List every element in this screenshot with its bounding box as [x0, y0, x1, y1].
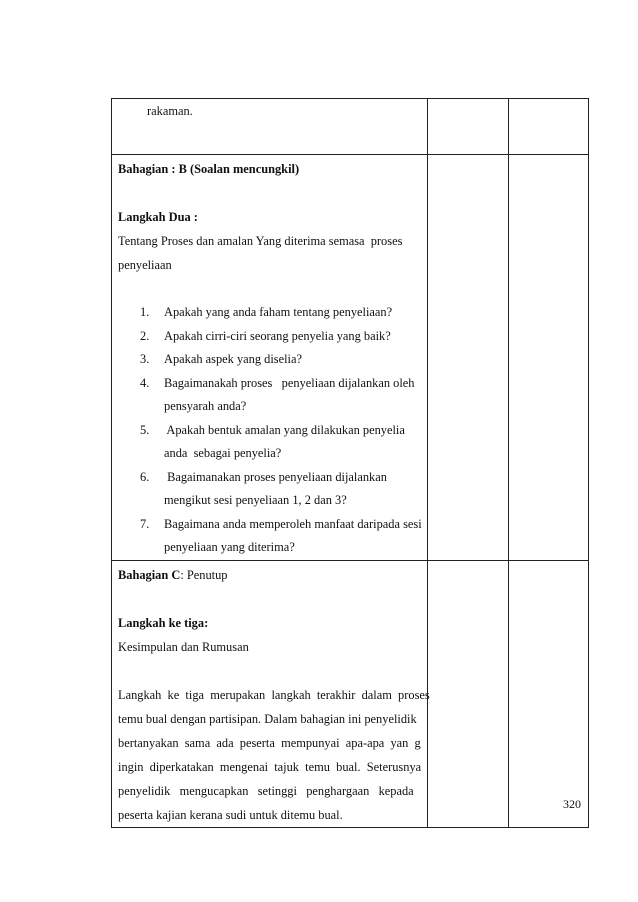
paragraph-line: ingin diperkatakan mengenai tajuk temu bual. Seterusnya: [118, 759, 422, 774]
table-cell-content: [112, 155, 428, 561]
question-list: [118, 301, 422, 560]
question-text: Apakah bentuk amalan yang dilakukan penyelia: [164, 422, 405, 437]
section-b-step-label: Langkah Dua :: [118, 210, 198, 224]
list-item: [140, 419, 422, 466]
section-c-paragraph: [118, 683, 430, 827]
section-c-heading-rest: : Penutup: [180, 567, 228, 582]
table-row: [112, 99, 589, 155]
table-row: [112, 155, 589, 561]
section-b-intro-line2: penyeliaan: [118, 258, 172, 272]
question-text-continued: penyeliaan yang diterima?: [164, 540, 295, 554]
list-item: [140, 372, 422, 419]
table-cell-empty: [428, 155, 509, 561]
section-c-subtitle: Kesimpulan dan Rumusan: [118, 639, 249, 654]
section-c-heading: [118, 561, 422, 587]
interview-protocol-table: [111, 98, 589, 828]
question-number: 5.: [140, 422, 150, 437]
list-item: [140, 513, 422, 560]
question-text: Apakah yang anda faham tentang penyeliaan?: [164, 305, 393, 319]
table-cell-empty: [428, 99, 509, 155]
table-cell-empty: [509, 155, 589, 561]
paragraph-line: temu bual dengan partisipan. Dalam bahagian ini penyelidik: [118, 711, 417, 726]
question-text: Bagaimanakah proses penyeliaan dijalankan oleh: [164, 375, 415, 390]
table-cell-content: [112, 560, 428, 827]
row1-text: rakaman.: [147, 104, 193, 118]
question-text-continued: anda sebagai penyelia?: [164, 446, 282, 460]
table-cell-content: [112, 99, 428, 155]
question-number: 6.: [140, 469, 150, 484]
section-c-step-label: Langkah ke tiga:: [118, 615, 209, 630]
page-number: 320: [563, 797, 581, 811]
list-item: [140, 301, 422, 325]
paragraph-line: bertanyakan sama ada peserta mempunyai apa-apa yan g: [118, 735, 421, 750]
section-b-heading: Bahagian : B (Soalan mencungkil): [118, 162, 300, 176]
question-text-continued: pensyarah anda?: [164, 399, 247, 413]
question-text-continued: mengikut sesi penyeliaan 1, 2 dan 3?: [164, 493, 347, 507]
paragraph-line: peserta kajian kerana sudi untuk ditemu bual.: [118, 807, 343, 822]
paragraph-line: Langkah ke tiga merupakan langkah terakhir dalam proses: [118, 687, 430, 702]
question-text: Apakah aspek yang diselia?: [164, 352, 302, 366]
list-item: [140, 348, 422, 372]
question-text: Apakah cirri-ciri seorang penyelia yang baik?: [164, 328, 391, 343]
question-number: 4.: [140, 375, 150, 390]
question-number: 3.: [140, 352, 150, 366]
question-number: 1.: [140, 305, 150, 319]
question-text: Bagaimana anda memperoleh manfaat daripada sesi: [164, 516, 422, 531]
table-cell-empty: [509, 560, 589, 827]
section-c-heading-bold: Bahagian C: [118, 567, 181, 582]
table-cell-empty: [428, 560, 509, 827]
table-cell-empty: [509, 99, 589, 155]
list-item: [140, 325, 422, 349]
section-b-intro-line1: Tentang Proses dan amalan Yang diterima semasa proses: [118, 234, 403, 248]
question-number: 2.: [140, 328, 150, 343]
question-number: 7.: [140, 516, 150, 531]
table-row: [112, 560, 589, 827]
paragraph-line: penyelidik mengucapkan setinggi penghargaan kepada: [118, 783, 414, 798]
question-text: Bagaimanakan proses penyeliaan dijalankan: [164, 469, 387, 484]
list-item: [140, 466, 422, 513]
